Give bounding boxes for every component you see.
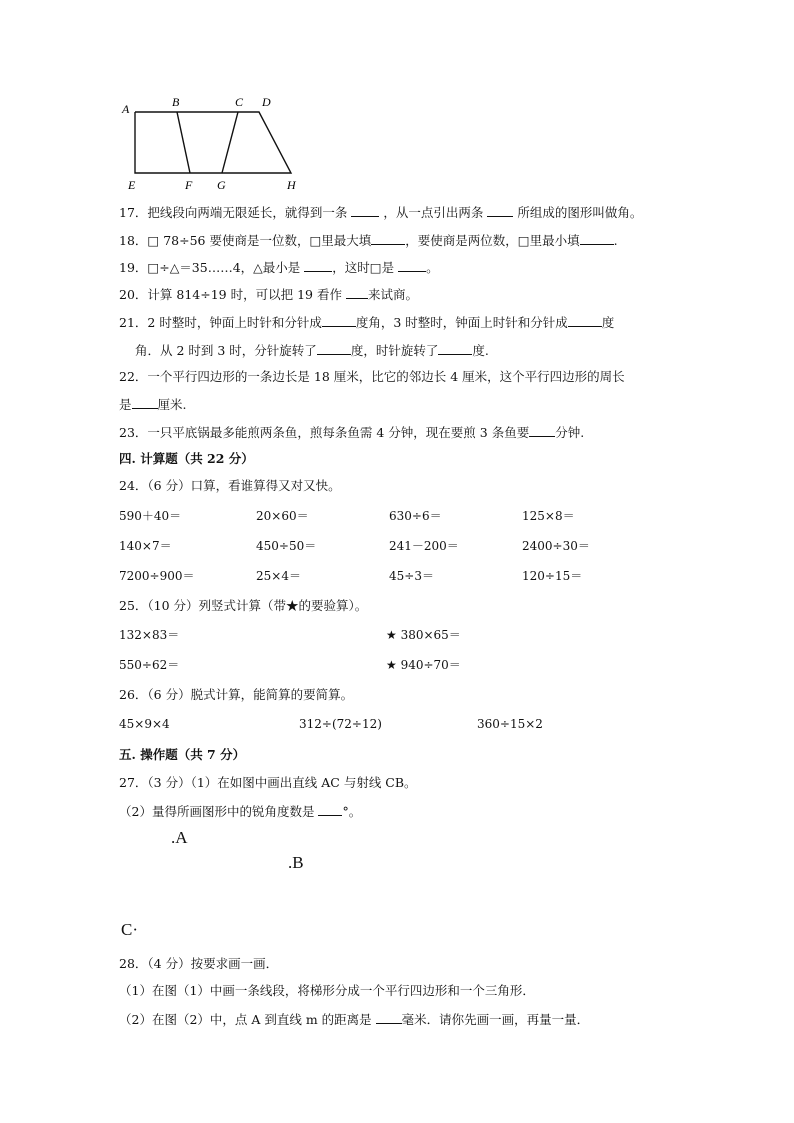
question-22-line1: 22．一个平行四边形的一条边长是 18 厘米，比它的邻边长 4 厘米，这个平行四边形的周长 bbox=[119, 369, 625, 384]
answer-blank[interactable] bbox=[322, 314, 356, 327]
oral-calc-11: 45÷3＝ bbox=[389, 569, 434, 583]
point-b: .B bbox=[288, 853, 304, 872]
oral-calc-9: 7200÷900＝ bbox=[119, 569, 195, 583]
question-23: 23．一只平底锅最多能煎两条鱼，煎每条鱼需 4 分钟，现在要煎 3 条鱼要 分钟. bbox=[119, 425, 585, 440]
question-28-part2: （2）在图（2）中，点 A 到直线 m 的距离是 毫米．请你先画一画，再量一量． bbox=[119, 1012, 590, 1027]
step-calc-1: 45×9×4 bbox=[119, 717, 170, 731]
answer-blank[interactable] bbox=[438, 342, 472, 355]
answer-blank[interactable] bbox=[487, 204, 513, 217]
question-26-title: 26．（6 分）脱式计算，能简算的要简算。 bbox=[119, 687, 354, 702]
answer-blank[interactable] bbox=[318, 803, 342, 816]
question-21-line2: 角．从 2 时到 3 时，分针旋转了 度，时针旋转了 度. bbox=[135, 343, 489, 358]
section-5-title: 五. 操作题（共 7 分） bbox=[119, 747, 246, 762]
question-21-line1: 21．2 时整时，钟面上时针和分针成 度角，3 时整时，钟面上时针和分针成 度 bbox=[119, 315, 615, 330]
question-25-title: 25．（10 分）列竖式计算（带★的要验算）。 bbox=[119, 598, 368, 613]
label-c: C bbox=[235, 95, 244, 109]
oral-calc-1: 590＋40＝ bbox=[119, 509, 182, 523]
answer-blank[interactable] bbox=[580, 232, 614, 245]
oral-calc-3: 630÷6＝ bbox=[389, 509, 442, 523]
oral-calc-4: 125×8＝ bbox=[522, 509, 575, 523]
trapezoid-figure bbox=[0, 0, 794, 200]
segment-bf bbox=[177, 112, 190, 173]
question-28-part1: （1）在图（1）中画一条线段，将梯形分成一个平行四边形和一个三角形． bbox=[119, 983, 535, 998]
label-g: G bbox=[217, 178, 226, 192]
point-a: .A bbox=[171, 828, 188, 847]
answer-blank[interactable] bbox=[398, 259, 426, 272]
label-e: E bbox=[128, 178, 136, 192]
question-20: 20．计算 814÷19 时，可以把 19 看作 来试商。 bbox=[119, 287, 418, 302]
answer-blank[interactable] bbox=[304, 259, 332, 272]
question-24-title: 24．（6 分）口算，看谁算得又对又快。 bbox=[119, 478, 341, 493]
oral-calc-7: 241－200＝ bbox=[389, 539, 459, 553]
question-28-title: 28．（4 分）按要求画一画． bbox=[119, 956, 279, 971]
oral-calc-6: 450÷50＝ bbox=[256, 539, 317, 553]
answer-blank[interactable] bbox=[529, 424, 555, 437]
vertical-calc-1: 132×83＝ bbox=[119, 628, 180, 642]
oral-calc-10: 25×4＝ bbox=[256, 569, 301, 583]
oral-calc-8: 2400÷30＝ bbox=[522, 539, 590, 553]
label-d: D bbox=[262, 95, 271, 109]
answer-blank[interactable] bbox=[568, 314, 602, 327]
point-c: C· bbox=[121, 920, 138, 939]
vertical-calc-3: 550÷62＝ bbox=[119, 658, 180, 672]
segment-cg bbox=[222, 112, 238, 173]
question-17: 17．把线段向两端无限延长，就得到一条 ，从一点引出两条 所组成的图形叫做角。 bbox=[119, 205, 643, 220]
question-27-part2: （2）量得所画图形中的锐角度数是 °。 bbox=[119, 804, 362, 819]
answer-blank[interactable] bbox=[376, 1011, 402, 1024]
figure-outline bbox=[135, 112, 291, 173]
step-calc-2: 312÷(72÷12) bbox=[299, 717, 382, 731]
answer-blank[interactable] bbox=[351, 204, 379, 217]
question-19: 19．□÷△＝35……4，△最小是 ，这时□是 。 bbox=[119, 260, 439, 275]
answer-blank[interactable] bbox=[346, 286, 368, 299]
oral-calc-12: 120÷15＝ bbox=[522, 569, 583, 583]
vertical-calc-2: ★ 380×65＝ bbox=[386, 628, 461, 642]
label-b: B bbox=[172, 95, 180, 109]
oral-calc-5: 140×7＝ bbox=[119, 539, 172, 553]
answer-blank[interactable] bbox=[371, 232, 405, 245]
oral-calc-2: 20×60＝ bbox=[256, 509, 309, 523]
vertical-calc-4: ★ 940÷70＝ bbox=[386, 658, 461, 672]
label-f: F bbox=[185, 178, 193, 192]
step-calc-3: 360÷15×2 bbox=[477, 717, 543, 731]
answer-blank[interactable] bbox=[132, 396, 158, 409]
question-27-part1: 27．（3 分）（1）在如图中画出直线 AC 与射线 CB。 bbox=[119, 775, 417, 790]
question-18: 18．□ 78÷56 要使商是一位数，□里最大填 ，要使商是两位数，□里最小填 . bbox=[119, 233, 618, 248]
answer-blank[interactable] bbox=[317, 342, 351, 355]
label-h: H bbox=[287, 178, 296, 192]
label-a: A bbox=[122, 102, 130, 116]
section-4-title: 四. 计算题（共 22 分） bbox=[119, 451, 254, 466]
question-22-line2: 是 厘米. bbox=[119, 397, 187, 412]
